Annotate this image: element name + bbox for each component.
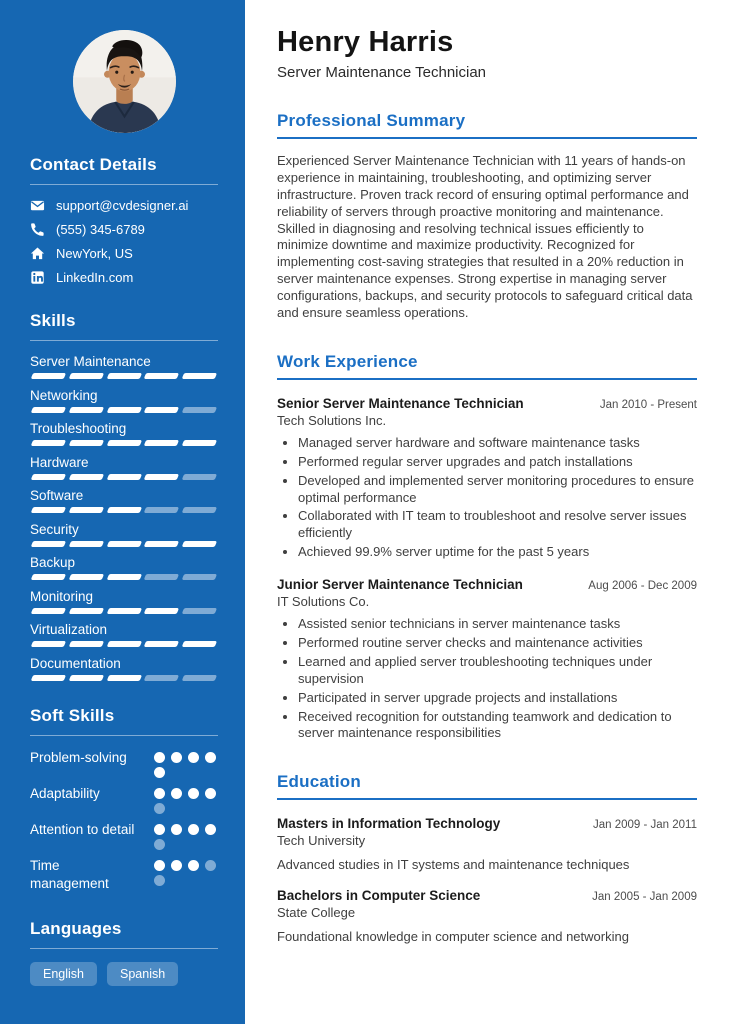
skill-level-bar [30, 608, 218, 614]
person-name: Henry Harris [277, 26, 454, 58]
experience-section [277, 352, 697, 742]
skill-bar-segment [106, 373, 141, 379]
sidebar [0, 0, 245, 1024]
skill-bar-segment [106, 641, 141, 647]
skill-bar-segment [182, 574, 217, 580]
skill-bar-segment [69, 373, 104, 379]
education-dates: Jan 2009 - Jan 2011 [592, 819, 697, 832]
person-job-title: Server Maintenance Technician [277, 64, 487, 81]
linkedin-icon [30, 270, 45, 285]
skill-bar-segment [144, 541, 179, 547]
job-header [277, 396, 697, 411]
skill-bar-segment [182, 440, 217, 446]
avatar-illustration [73, 30, 176, 133]
education-entry [277, 816, 697, 872]
skill-bar-segment [69, 608, 104, 614]
rating-dot [171, 788, 182, 799]
skill-bar-segment [69, 507, 104, 513]
skill-item [30, 589, 218, 614]
skill-bar-segment [31, 641, 66, 647]
skill-bar-segment [144, 373, 179, 379]
skill-bar-segment [106, 407, 141, 413]
job-bullet: • Managed server hardware and software maintenance tasks [298, 435, 697, 452]
soft-skill-name: Problem-solving [30, 750, 127, 765]
job-bullet: • Performed regular server upgrades and patch installations [298, 454, 697, 471]
education-list [277, 816, 697, 944]
soft-skill-rating [154, 749, 218, 778]
skill-item [30, 455, 218, 480]
skill-bar-segment [106, 541, 141, 547]
job-bullet: • Learned and applied server troubleshooting techniques under supervision [298, 654, 697, 688]
rating-dot [171, 824, 182, 835]
skill-bar-segment [106, 675, 141, 681]
skill-bar-segment [31, 474, 66, 480]
skill-item [30, 354, 218, 379]
contact-section [30, 155, 218, 285]
soft-skill-rating [154, 821, 218, 850]
job-bullet: • Collaborated with IT team to troubleshoot and resolve server issues efficiently [298, 508, 697, 542]
skill-bar-segment [69, 641, 104, 647]
skill-name: Documentation [30, 655, 121, 671]
job-bullet: • Developed and implemented server monitoring procedures to ensure optimal performance [298, 473, 697, 507]
skill-name: Security [30, 521, 79, 537]
rating-dot [154, 803, 165, 814]
contact-text: LinkedIn.com [56, 270, 134, 285]
job-header [277, 577, 697, 592]
rating-dot [205, 824, 216, 835]
skill-bar-segment [69, 474, 104, 480]
skill-bar-segment [144, 407, 179, 413]
rating-dot [154, 860, 165, 871]
rating-dot [154, 824, 165, 835]
skill-bar-segment [31, 675, 66, 681]
email-icon [30, 198, 45, 213]
rating-dot [171, 860, 182, 871]
rating-dot [188, 752, 199, 763]
skill-level-bar [30, 507, 218, 513]
language-chip: English [30, 962, 97, 986]
skill-item [30, 488, 218, 513]
skill-bar-segment [31, 440, 66, 446]
skill-bar-segment [182, 541, 217, 547]
contact-item-linkedin[interactable] [30, 270, 218, 285]
skill-bar-segment [182, 675, 217, 681]
skill-bar-segment [144, 440, 179, 446]
soft-skill-name: Adaptability [30, 786, 100, 801]
skill-bar-segment [106, 474, 141, 480]
language-chip: Spanish [107, 962, 178, 986]
skill-level-bar [30, 574, 218, 580]
rating-dot [154, 788, 165, 799]
soft-skill-name: Attention to detail [30, 822, 135, 837]
skill-bar-segment [31, 507, 66, 513]
skill-item [30, 622, 218, 647]
skill-name: Virtualization [30, 622, 108, 637]
skill-level-bar [30, 440, 218, 446]
job-bullets [277, 616, 697, 742]
skill-name: Hardware [30, 454, 89, 470]
education-entry [277, 888, 697, 944]
skill-bar-segment [106, 574, 141, 580]
soft-skill-item [30, 785, 218, 814]
experience-section-title: Work Experience [277, 352, 697, 380]
skill-bar-segment [106, 507, 141, 513]
education-degree: Bachelors in Computer Science [277, 888, 481, 904]
education-section-title: Education [277, 772, 697, 800]
job-role: Senior Server Maintenance Technician [277, 395, 524, 411]
soft-skills-list [30, 749, 218, 893]
skill-bar-segment [31, 608, 66, 614]
skill-name: Backup [30, 555, 76, 570]
rating-dot [188, 824, 199, 835]
education-school: State College [277, 905, 356, 921]
soft-skill-rating [154, 857, 218, 893]
contact-item-home[interactable] [30, 246, 218, 261]
contact-item-email[interactable] [30, 198, 218, 213]
contact-text: (555) 345-6789 [56, 222, 145, 237]
rating-dot [188, 860, 199, 871]
skill-bar-segment [69, 541, 104, 547]
summary-text: Experienced Server Maintenance Technician with 11 years of hands-on experience in maintaining, troubleshooting, and optimizing server infrastructure. Proven track record of ensuring optimal performance and reliability of servers through proactive monitoring and maintenance. Skilled in diagnosing and resolving technical issues efficiently to minimize downtime and maximize productivity. Recognized for implementing cost-saving strategies that resulted in a 20% reduction in server maintenance expenses. Strong expertise in managing server configurations, backups, and security protocols to safeguard critical data and ensure seamless operations. [277, 153, 693, 321]
rating-dot [171, 752, 182, 763]
education-school: Tech University [277, 833, 366, 849]
soft-skill-item [30, 857, 218, 893]
skill-bar-segment [182, 474, 217, 480]
contact-list [30, 198, 218, 285]
languages-section-title: Languages [30, 919, 218, 949]
skill-bar-segment [31, 407, 66, 413]
soft-skill-name: Time management [30, 858, 109, 892]
skill-item [30, 656, 218, 681]
skill-item [30, 522, 218, 547]
skill-item [30, 421, 218, 446]
skill-name: Monitoring [30, 588, 94, 604]
rating-dot [154, 767, 165, 778]
skill-name: Server Maintenance [30, 354, 151, 369]
rating-dot [205, 752, 216, 763]
skill-level-bar [30, 407, 218, 413]
rating-dot [205, 788, 216, 799]
education-degree: Masters in Information Technology [277, 816, 501, 832]
contact-text: support@cvdesigner.ai [56, 198, 189, 213]
soft-skill-item [30, 821, 218, 850]
rating-dot [188, 788, 199, 799]
skill-bar-segment [182, 373, 217, 379]
main-content [245, 0, 730, 1024]
summary-section-title: Professional Summary [277, 111, 697, 139]
languages-list [30, 962, 218, 986]
phone-icon [30, 222, 45, 237]
skill-item [30, 388, 218, 413]
skill-bar-segment [69, 675, 104, 681]
skills-list [30, 354, 218, 680]
skill-name: Software [30, 488, 84, 503]
skill-name: Networking [30, 387, 98, 403]
skill-level-bar [30, 373, 218, 379]
jobs-list [277, 396, 697, 742]
skill-bar-segment [144, 574, 179, 580]
soft-skill-item [30, 749, 218, 778]
job-bullet: • Achieved 99.9% server uptime for the past 5 years [298, 544, 697, 561]
skill-bar-segment [106, 440, 141, 446]
skill-level-bar [30, 675, 218, 681]
skill-bar-segment [31, 541, 66, 547]
education-header [277, 816, 697, 831]
education-description: Advanced studies in IT systems and maintenance techniques [277, 857, 630, 873]
skill-name: Troubleshooting [30, 421, 127, 436]
skill-level-bar [30, 641, 218, 647]
home-icon [30, 246, 45, 261]
rating-dot [154, 839, 165, 850]
skill-level-bar [30, 474, 218, 480]
skill-bar-segment [69, 407, 104, 413]
job-entry [277, 577, 697, 742]
job-bullet: • Received recognition for outstanding teamwork and dedication to server maintenance responsibilities [298, 709, 697, 743]
job-bullet: • Assisted senior technicians in server maintenance tasks [298, 616, 697, 633]
education-description: Foundational knowledge in computer science and networking [277, 929, 629, 945]
education-dates: Jan 2005 - Jan 2009 [592, 891, 697, 904]
skill-bar-segment [31, 574, 66, 580]
job-company: IT Solutions Co. [277, 594, 370, 610]
skill-bar-segment [144, 474, 179, 480]
skill-bar-segment [144, 675, 179, 681]
skill-bar-segment [144, 507, 179, 513]
soft-skill-rating [154, 785, 218, 814]
skill-level-bar [30, 541, 218, 547]
contact-section-title: Contact Details [30, 155, 218, 185]
job-dates: Jan 2010 - Present [599, 398, 697, 411]
skill-bar-segment [144, 608, 179, 614]
skills-section [30, 311, 218, 680]
rating-dot [154, 752, 165, 763]
soft-skills-section [30, 706, 218, 893]
job-bullet: • Participated in server upgrade projects and installations [298, 690, 697, 707]
skills-section-title: Skills [30, 311, 218, 341]
education-header [277, 888, 697, 903]
skill-bar-segment [182, 407, 217, 413]
contact-item-phone[interactable] [30, 222, 218, 237]
avatar [73, 30, 176, 133]
skill-bar-segment [31, 373, 66, 379]
skill-bar-segment [69, 574, 104, 580]
contact-text: NewYork, US [56, 246, 133, 261]
job-bullets [277, 435, 697, 561]
education-section [277, 772, 697, 944]
job-company: Tech Solutions Inc. [277, 412, 387, 428]
skill-item [30, 555, 218, 580]
skill-bar-segment [144, 641, 179, 647]
skill-bar-segment [182, 608, 217, 614]
skill-bar-segment [106, 608, 141, 614]
job-role: Junior Server Maintenance Technician [277, 577, 523, 593]
rating-dot [205, 860, 216, 871]
soft-skills-section-title: Soft Skills [30, 706, 218, 736]
skill-bar-segment [182, 507, 217, 513]
job-bullet: • Performed routine server checks and maintenance activities [298, 635, 697, 652]
skill-bar-segment [182, 641, 217, 647]
job-dates: Aug 2006 - Dec 2009 [588, 580, 697, 593]
summary-section [277, 111, 697, 322]
languages-section [30, 919, 218, 986]
rating-dot [154, 875, 165, 886]
skill-bar-segment [69, 440, 104, 446]
job-entry [277, 396, 697, 561]
